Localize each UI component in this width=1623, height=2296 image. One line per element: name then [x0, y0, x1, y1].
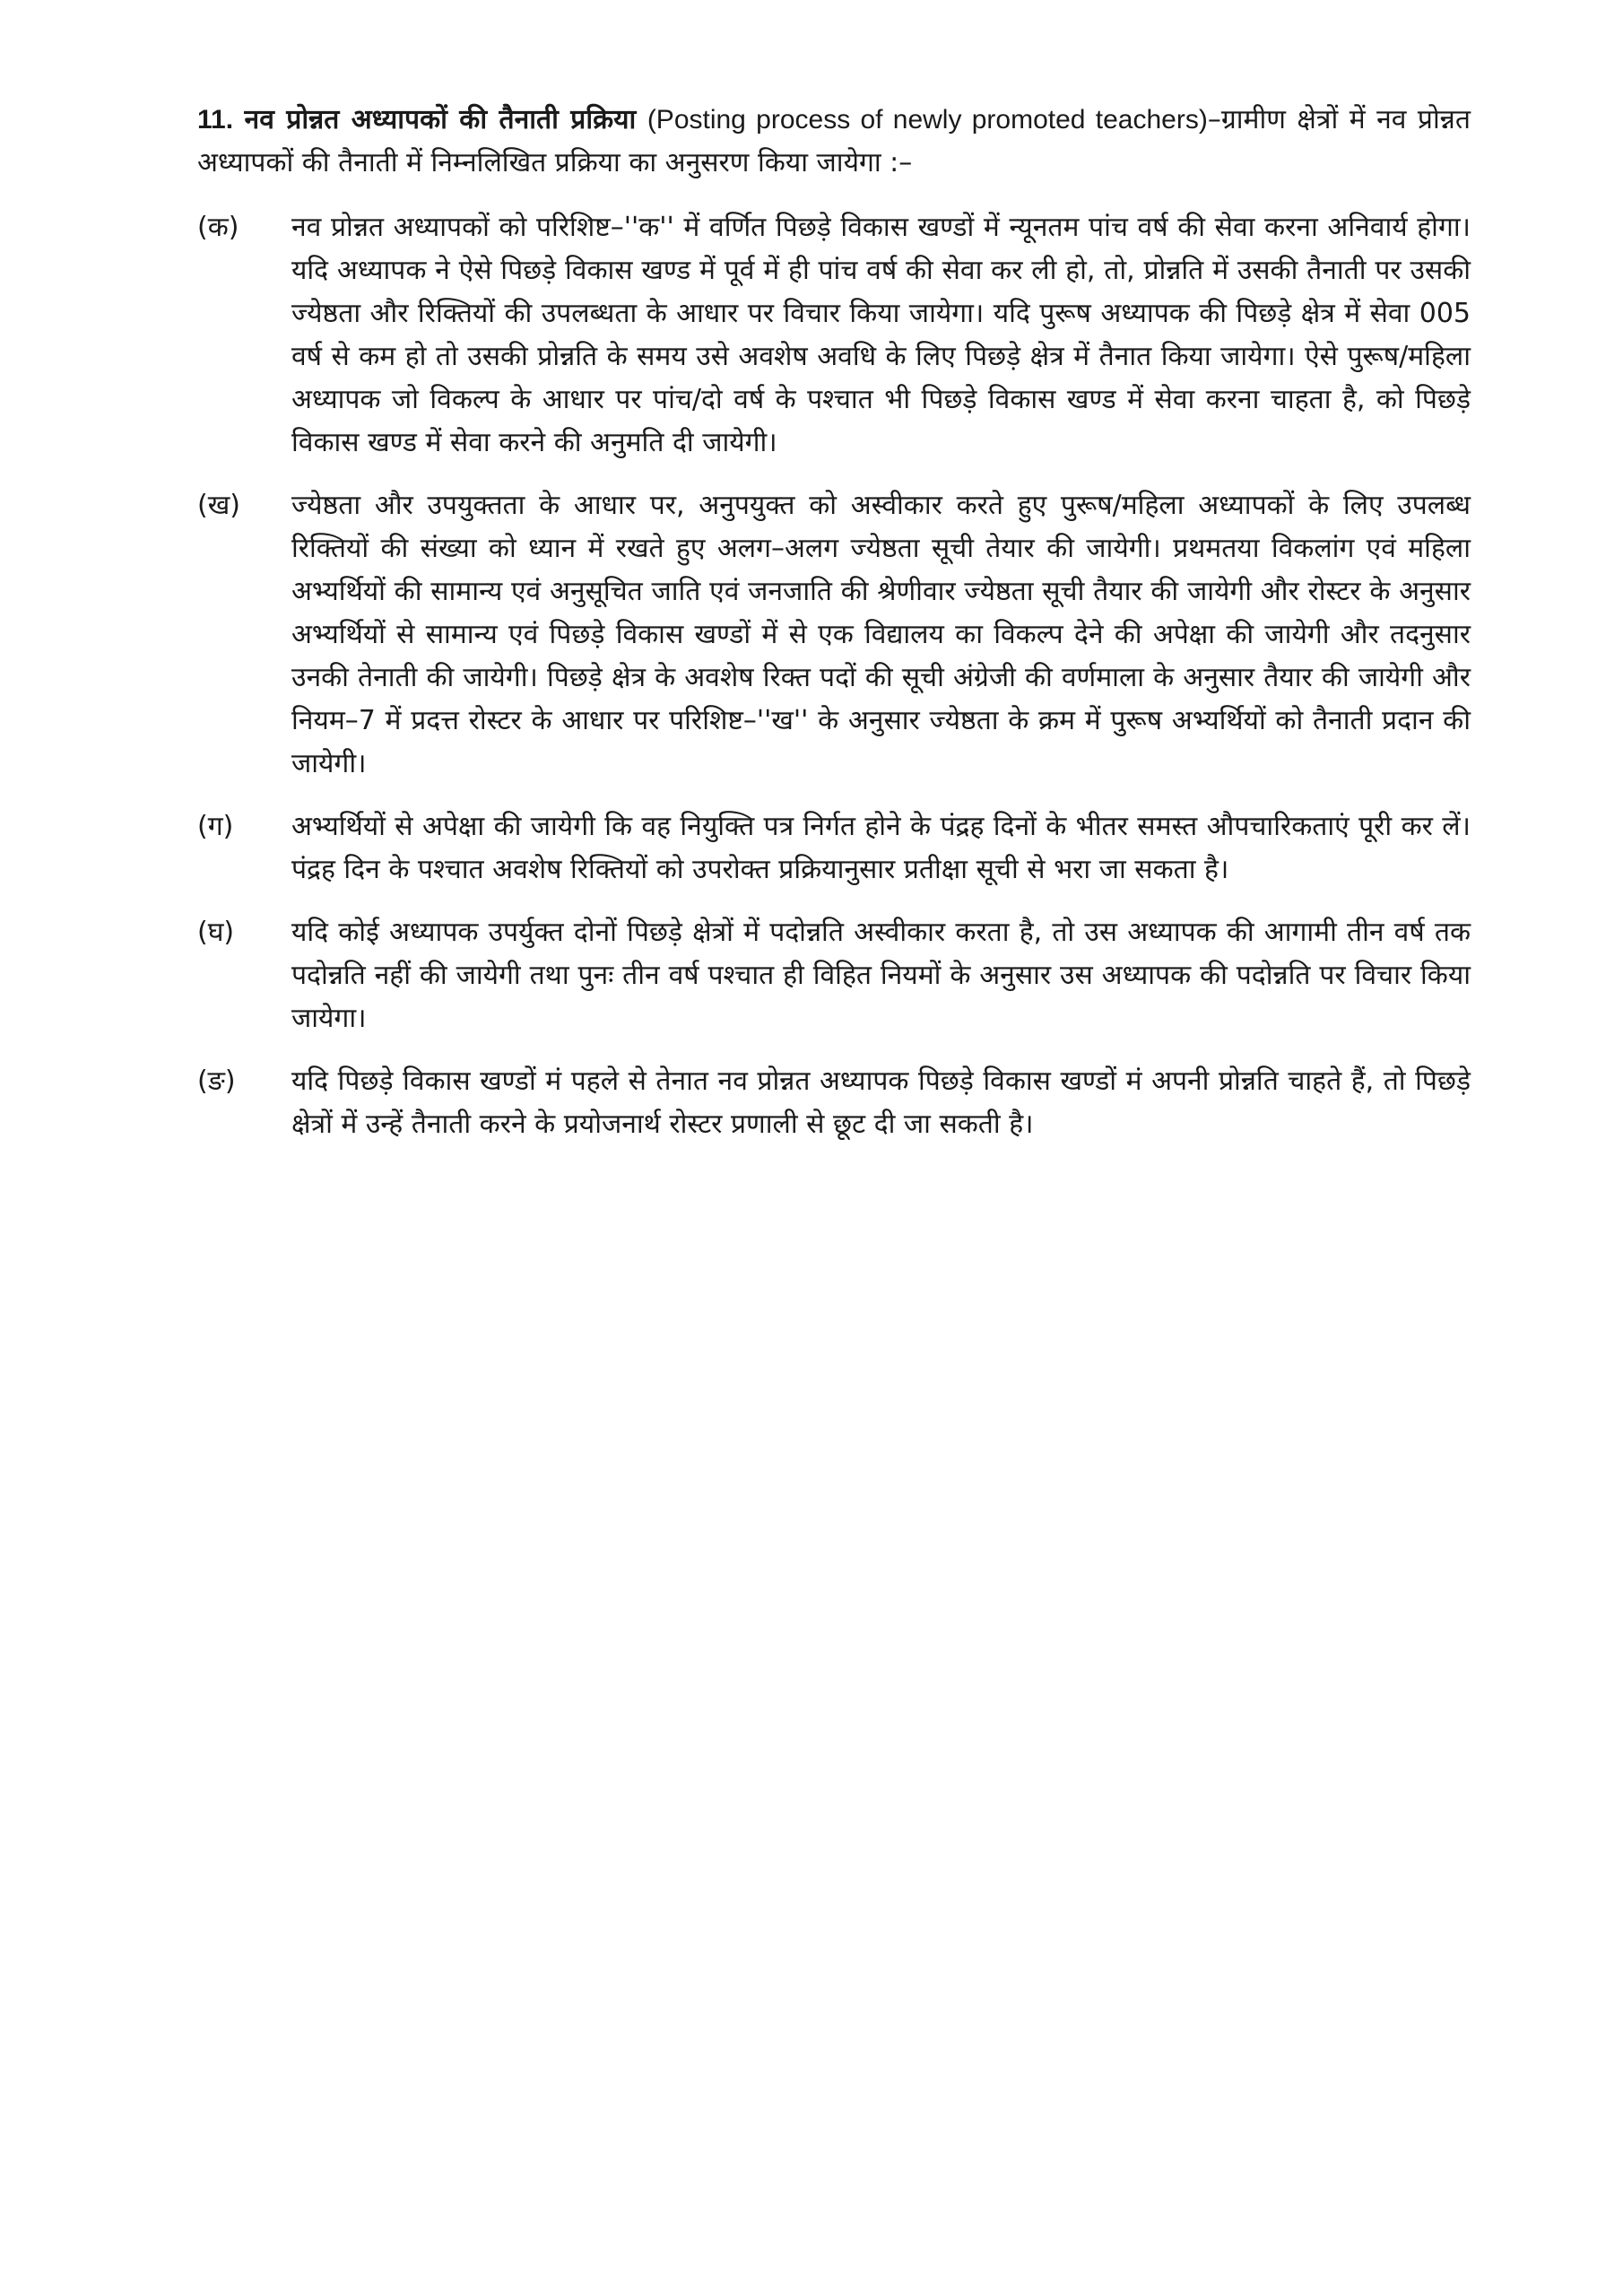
section-intro: –ग्रामीण क्षेत्रों में नव प्रोन्नत अध्यापकों की तैनाती में निम्नलिखित प्रक्रिया का अनुसरण किया जायेगा :–: [197, 104, 1471, 178]
clause-ga: [197, 805, 1471, 891]
clause-text: यदि कोई अध्यापक उपर्युक्त दोनों पिछड़े क्षेत्रों में पदोन्नति अस्वीकार करता है, तो उस अध्यापक की आगामी तीन वर्ष तक पदोन्नति नहीं की जायेगी तथा पुनः तीन वर्ष पश्चात ही विहित नियमों के अनुसार उस अध्यापक की पदोन्नति पर विचार किया जायेगा।: [291, 917, 1471, 1034]
section-title-hindi: नव प्रोन्नत अध्यापकों की तैनाती प्रक्रिया: [244, 104, 637, 135]
section-number: 11.: [197, 105, 234, 135]
clause-marker: (ख): [197, 490, 240, 521]
clause-text: यदि पिछड़े विकास खण्डों मं पहले से तेनात नव प्रोन्नत अध्यापक पिछड़े विकास खण्डों मं अपनी प्रोन्नति चाहते हैं, तो पिछड़े क्षेत्रों में उन्हें तैनाती करने के प्रयोजनार्थ रोस्टर प्रणाली से छूट दी जा सकती है।: [291, 1065, 1471, 1140]
clause-kha: [197, 484, 1471, 786]
clause-marker: (घ): [197, 917, 235, 948]
section-heading: [197, 99, 1471, 185]
clause-marker: (ङ): [197, 1065, 236, 1097]
clause-nga: [197, 1060, 1471, 1146]
clause-text: अभ्यर्थियों से अपेक्षा की जायेगी कि वह नियुक्ति पत्र निर्गत होने के पंद्रह दिनों के भीतर समस्त औपचारिकताएं पूरी कर लें। पंद्रह दिन के पश्चात अवशेष रिक्तियों को उपरोक्त प्रक्रियानुसार प्रतीक्षा सूची से भरा जा सकता है।: [291, 811, 1471, 885]
clause-text: ज्येष्ठता और उपयुक्तता के आधार पर, अनुपयुक्त को अस्वीकार करते हुए पुरूष/महिला अध्यापकों के लिए उपलब्ध रिक्तियों की संख्या को ध्यान में रखते हुए अलग–अलग ज्येष्ठता सूची तेयार की जायेगी। प्रथमतया विकलांग एवं महिला अभ्यर्थियों की सामान्य एवं अनुसूचित जाति एवं जनजाति की श्रेणीवार ज्येष्ठता सूची तैयार की जायेगी और रोस्टर के अनुसार अभ्यर्थियों से सामान्य एवं पिछड़े विकास खण्डों में से एक विद्यालय का विकल्प देने की अपेक्षा की जायेगी और तदनुसार उनकी तेनाती की जायेगी। पिछड़े क्षेत्र के अवशेष रिक्त पदों की सूची अंग्रेजी की वर्णमाला के अनुसार तैयार की जायेगी और नियम–7 में प्रदत्त रोस्टर के आधार पर परिशिष्ट–''ख'' के अनुसार ज्येष्ठता के क्रम में पुरूष अभ्यर्थियों को तैनाती प्रदान की जायेगी।: [291, 490, 1471, 779]
clause-ka: [197, 206, 1471, 465]
section-title-english: (Posting process of newly promoted teachers): [647, 105, 1208, 135]
clause-marker: (ग): [197, 811, 234, 842]
document-page: [197, 99, 1471, 1166]
clause-text: नव प्रोन्नत अध्यापकों को परिशिष्ट–''क'' में वर्णित पिछड़े विकास खण्डों में न्यूनतम पांच वर्ष की सेवा करना अनिवार्य होगा। यदि अध्यापक ने ऐसे पिछड़े विकास खण्ड में पूर्व में ही पांच वर्ष की सेवा कर ली हो, तो, प्रोन्नति में उसकी तैनाती पर उसकी ज्येष्ठता और रिक्तियों की उपलब्धता के आधार पर विचार किया जायेगा। यदि पुरूष अध्यापक की पिछड़े क्षेत्र में सेवा 005 वर्ष से कम हो तो उसकी प्रोन्नति के समय उसे अवशेष अवधि के लिए पिछड़े क्षेत्र में तैनात किया जायेगा। ऐसे पुरूष/महिला अध्यापक जो विकल्प के आधार पर पांच/दो वर्ष के पश्चात भी पिछड़े विकास खण्ड में सेवा करना चाहता है, को पिछड़े विकास खण्ड में सेवा करने की अनुमति दी जायेगी।: [291, 212, 1471, 458]
clause-marker: (क): [197, 212, 239, 243]
clause-gha: [197, 911, 1471, 1040]
